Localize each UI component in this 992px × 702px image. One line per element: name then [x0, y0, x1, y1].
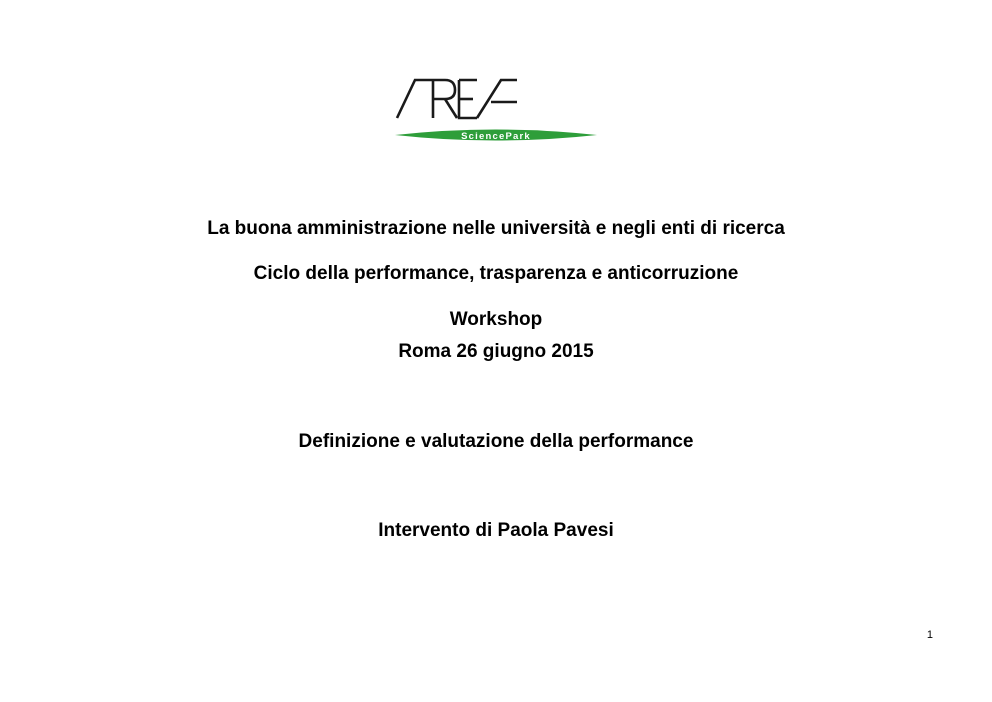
area-sciencepark-logo	[393, 72, 599, 148]
document-subtitle: Ciclo della performance, trasparenza e anticorruzione	[253, 263, 739, 284]
logo-tagline: SciencePark	[461, 131, 531, 142]
page-number: 1	[926, 629, 933, 641]
speaker-line: Intervento di Paola Pavesi	[378, 520, 614, 541]
talk-title: Definizione e valutazione della performance	[298, 431, 694, 452]
logo-graphic	[393, 72, 599, 148]
event-place-date: Roma 26 giugno 2015	[398, 341, 594, 362]
document-title: La buona amministrazione nelle università e negli enti di ricerca	[207, 218, 785, 239]
event-type: Workshop	[449, 309, 543, 330]
